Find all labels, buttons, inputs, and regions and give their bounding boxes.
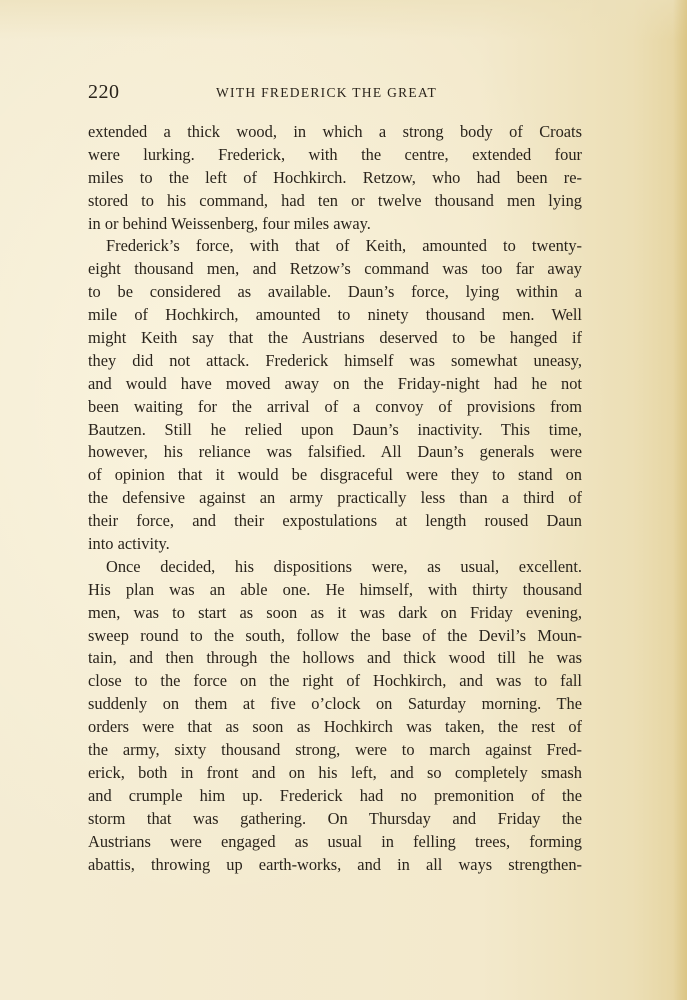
text-line: they did not attack. Frederick himself was somewhat uneasy, <box>88 350 582 370</box>
running-title: WITH FREDERICK THE GREAT <box>216 85 438 100</box>
text-line: suddenly on them at five o’clock on Saturday morning. The <box>88 694 582 714</box>
text-line: of opinion that it would be disgraceful were they to stand on <box>88 465 582 485</box>
text-line: the army, sixty thousand strong, were to march against Fred- <box>88 740 582 760</box>
text-line: Frederick’s force, with that of Keith, amounted to twenty- <box>106 236 582 256</box>
page-edge-shading <box>673 0 687 1000</box>
text-line: Once decided, his dispositions were, as usual, excellent. <box>106 556 582 576</box>
body-text <box>88 121 582 876</box>
paragraph-3 <box>88 556 582 876</box>
text-line: mile of Hochkirch, amounted to ninety thousand men. Well <box>88 305 582 325</box>
text-line: close to the force on the right of Hochkirch, and was to fall <box>88 671 582 691</box>
text-line: Austrians were engaged as usual in felling trees, forming <box>88 831 582 851</box>
text-line: tain, and then through the hollows and thick wood till he was <box>88 648 582 668</box>
page-top-shading <box>0 0 687 40</box>
text-line: were lurking. Frederick, with the centre, extended four <box>88 144 582 164</box>
page-number: 220 <box>88 81 120 103</box>
text-line: to be considered as available. Daun’s force, lying within a <box>88 282 582 302</box>
paragraph-1 <box>88 121 582 235</box>
text-line: the defensive against an army practically less than a third of <box>88 488 582 508</box>
text-line: might Keith say that the Austrians deserved to be hanged if <box>88 328 582 348</box>
text-line: orders were that as soon as Hochkirch was taken, the rest of <box>88 717 582 737</box>
text-line: in or behind Weissenberg, four miles away. <box>88 213 371 233</box>
text-line: and crumple him up. Frederick had no premonition of the <box>88 785 582 805</box>
text-line: into activity. <box>88 534 170 554</box>
text-line: sweep round to the south, follow the base of the Devil’s Moun- <box>88 625 582 645</box>
text-line: and would have moved away on the Friday-night had he not <box>88 373 582 393</box>
text-line: abattis, throwing up earth-works, and in all ways strengthen- <box>88 854 582 874</box>
text-line: stored to his command, had ten or twelve thousand men lying <box>88 190 582 210</box>
running-head <box>88 80 582 104</box>
paragraph-2 <box>88 235 582 555</box>
text-line: miles to the left of Hochkirch. Retzow, who had been re- <box>88 167 582 187</box>
text-line: storm that was gathering. On Thursday and Friday the <box>88 808 582 828</box>
text-line: been waiting for the arrival of a convoy of provisions from <box>88 396 582 416</box>
text-line: their force, and their expostulations at length roused Daun <box>88 511 582 531</box>
text-line: eight thousand men, and Retzow’s command was too far away <box>88 259 582 279</box>
text-line: erick, both in front and on his left, and so completely smash <box>88 762 582 782</box>
text-line: His plan was an able one. He himself, with thirty thousand <box>88 579 582 599</box>
text-line: however, his reliance was falsified. All Daun’s generals were <box>88 442 582 462</box>
text-line: extended a thick wood, in which a strong body of Croats <box>88 122 582 141</box>
text-line: men, was to start as soon as it was dark on Friday evening, <box>88 602 582 622</box>
text-line: Bautzen. Still he relied upon Daun’s inactivity. This time, <box>88 419 582 439</box>
